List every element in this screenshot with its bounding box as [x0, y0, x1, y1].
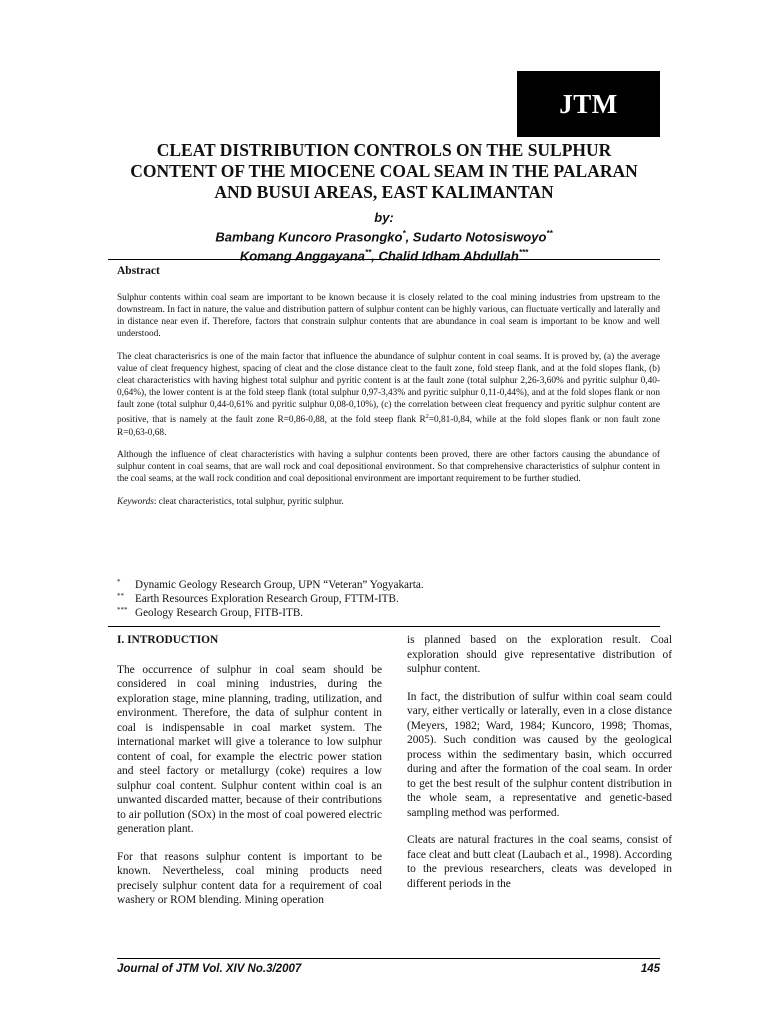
abstract-paragraph	[117, 351, 660, 439]
title-line: CLEAT DISTRIBUTION CONTROLS ON THE SULPHUR	[156, 140, 612, 160]
affiliation-mark: **	[117, 592, 124, 600]
author-mark: **	[365, 248, 372, 258]
affiliation-item	[117, 578, 637, 592]
footer-rule	[117, 958, 660, 959]
body-paragraph: is planned based on the exploration result. Coal exploration should give representative distribution of sulphur content.	[407, 634, 672, 675]
footer-journal: Journal of JTM Vol. XIV No.3/2007	[117, 963, 302, 975]
superscript: 2	[425, 414, 429, 421]
body-paragraph: In fact, the distribution of sulfur within coal seam could vary, either vertically or laterally, even in a close distance (Meyers, 1982; Ward, 1984; Kuncoro, 1998; Thomas, 2005). Such condition was caused by the geological process within the sedimentary basin, which occurred during and after the formation of the coal seam. In order to get the best result of the sulphur content distribution in the whole seam, a representative and genetic-based sampling method was performed.	[407, 690, 672, 819]
author-name: Bambang Kuncoro Prasongko	[215, 229, 403, 245]
paper-title	[100, 140, 668, 203]
affiliation-mark: ***	[117, 606, 128, 614]
affiliations	[117, 578, 637, 620]
author-mark: ***	[518, 248, 529, 258]
abstract-text: =0,81-0,84, while at the fold slopes flank or non fault zone R=0,63-0,68.	[117, 415, 660, 438]
affiliation-mark: *	[117, 578, 121, 586]
author-name: , Chalid Idham Abdullah	[371, 248, 519, 264]
affiliation-item	[117, 606, 637, 620]
body-paragraph: Cleats are natural fractures in the coal seams, consist of face cleat and butt cleat (Laubach et al., 1998). According to the previous researchers, cleats was developed in different periods in the	[407, 834, 672, 890]
affiliation-item	[117, 592, 637, 606]
keywords-label: Keywords	[117, 496, 154, 507]
body-paragraph: For that reasons sulphur content is important to be known. Nevertheless, coal mining products need precisely sulphur content data for a requirement of coal washery or ROM blending. Mining operation	[117, 850, 382, 906]
affiliation-text: Geology Research Group, FITB-ITB.	[135, 607, 304, 619]
section-title-introduction: I. INTRODUCTION	[117, 634, 219, 646]
author-mark: **	[546, 229, 553, 238]
author-name: Komang Anggayana	[239, 248, 366, 264]
title-line: AND BUSUI AREAS, EAST KALIMANTAN	[214, 182, 554, 202]
abstract-heading: Abstract	[117, 265, 160, 277]
author-block	[100, 210, 668, 265]
affiliation-text: Dynamic Geology Research Group, UPN “Veteran” Yogyakarta.	[135, 579, 424, 591]
right-column	[407, 633, 672, 904]
keywords	[117, 496, 660, 508]
abstract-text: The cleat characterisrics is one of the main factor that influence the abundance of sulphur content in coal seams. It is proved by, (a) the average value of cleat frequency highest, spacing of cleat and the close distance cleat to the fault zone, fold steep flank, and at the fold slopes flank, (b) cleat characteristics with having highest total sulphur and pyritic content is at the fault zone (total sulphur 2,26-3,60% and pyritic sulphur 0,40-0,64%), the lower content is at the fold steep flank (total sulphur 0,97-3,43% and pyritic sulphur 0,11-0,44%), and at the fold slopes flank or non fault zone (total sulphur 0,44-0,61% and pyritic sulphur 0,08-0,10%), (c) the correlation between cleat frequency and pyritic sulphur content are positive, that is namely at the fault zone R=0,86-0,88, at the fold steep flank R	[117, 351, 660, 426]
affiliation-text: Earth Resources Exploration Research Group, FTTM-ITB.	[135, 593, 399, 605]
section-rule	[108, 626, 660, 627]
author-line-2	[100, 245, 668, 264]
author-name: , Sudarto Notosiswoyo	[405, 229, 547, 245]
author-mark: *	[402, 229, 406, 238]
journal-logo-box: JTM	[517, 71, 660, 137]
title-line: CONTENT OF THE MIOCENE COAL SEAM IN THE PALARAN	[130, 161, 638, 181]
author-line-1	[100, 226, 668, 245]
left-column	[117, 633, 382, 921]
abstract-body	[117, 292, 660, 519]
footer-page-number: 145	[640, 963, 660, 975]
body-paragraph: The occurrence of sulphur in coal seam should be considered in coal mining industries, during the exploration stage, mine planning, trading, utilization, and environment. Therefore, the data of sulphur content in coal is indispensable in coal market system. The international market will give a tolerance to low sulphur content of coal, for example the electric power station and steel factory or metallurgy (coke) requires a low sulphur coal content. Sulphur content within coal is an unwanted discarded matter, because of their contributions to air pollution (SOx) in the most of coal powered electric generation plant.	[117, 663, 382, 835]
keywords-text: : cleat characteristics, total sulphur, pyritic sulphur.	[153, 496, 344, 507]
abstract-paragraph: Although the influence of cleat characteristics with having a sulphur contents been proved, there are other factors causing the abundance of sulphur content in coal seams, that are wall rock and coal depositional environment. So that comprehensive characteristics of sulphur content in the coal seams, at the wall rock condition and coal depositional environment are important requirement to be further studied.	[117, 450, 660, 485]
header-rule	[108, 259, 660, 260]
authors-by: by:	[374, 210, 394, 225]
abstract-paragraph: Sulphur contents within coal seam are important to be known because it is closely related to the coal mining industries from upstream to the downstream. In fact in nature, the value and distribution pattern of sulphur content can be highly various, can fluctuate vertically and laterally and in distance near even if. Therefore, factors that constrain sulphur contents that are abundance in coal seam is important to be know and well understood.	[117, 293, 660, 340]
